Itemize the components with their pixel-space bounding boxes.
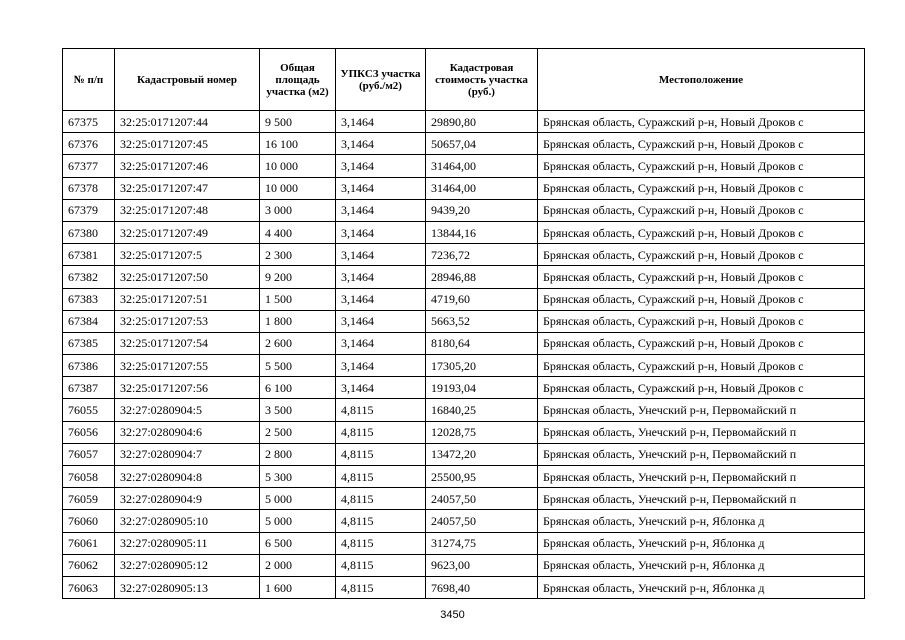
cell-location: Брянская область, Суражский р-н, Новый Дроков с <box>538 355 865 377</box>
cell-row-number: 67378 <box>63 177 115 199</box>
table-row <box>63 244 865 266</box>
table-row <box>63 576 865 598</box>
header-upksz: УПКСЗ участка (руб./м2) <box>336 49 426 111</box>
table-row <box>63 199 865 221</box>
cell-location: Брянская область, Суражский р-н, Новый Дроков с <box>538 155 865 177</box>
cell-location: Брянская область, Суражский р-н, Новый Дроков с <box>538 199 865 221</box>
cell-row-number: 76063 <box>63 576 115 598</box>
cell-row-number: 67377 <box>63 155 115 177</box>
cell-row-number: 67385 <box>63 332 115 354</box>
cell-location: Брянская область, Унечский р-н, Яблонка д <box>538 532 865 554</box>
cell-upksz: 4,8115 <box>336 443 426 465</box>
cell-cadastral-value: 31464,00 <box>426 155 538 177</box>
cell-location: Брянская область, Суражский р-н, Новый Дроков с <box>538 332 865 354</box>
cell-row-number: 76056 <box>63 421 115 443</box>
cell-cadastral-number: 32:25:0171207:45 <box>115 133 260 155</box>
cell-area: 5 000 <box>260 488 336 510</box>
cell-row-number: 67384 <box>63 310 115 332</box>
cell-upksz: 3,1464 <box>336 288 426 310</box>
cell-cadastral-number: 32:25:0171207:54 <box>115 332 260 354</box>
cell-upksz: 3,1464 <box>336 310 426 332</box>
cell-cadastral-number: 32:27:0280905:12 <box>115 554 260 576</box>
header-row-number: № п/п <box>63 49 115 111</box>
cell-cadastral-value: 50657,04 <box>426 133 538 155</box>
cell-cadastral-value: 25500,95 <box>426 466 538 488</box>
cell-area: 16 100 <box>260 133 336 155</box>
cell-cadastral-number: 32:25:0171207:53 <box>115 310 260 332</box>
cell-row-number: 76059 <box>63 488 115 510</box>
cell-cadastral-value: 8180,64 <box>426 332 538 354</box>
cell-row-number: 67380 <box>63 221 115 243</box>
cell-location: Брянская область, Суражский р-н, Новый Дроков с <box>538 177 865 199</box>
cell-cadastral-number: 32:25:0171207:44 <box>115 111 260 133</box>
cell-location: Брянская область, Суражский р-н, Новый Дроков с <box>538 133 865 155</box>
cell-row-number: 67382 <box>63 266 115 288</box>
cell-cadastral-number: 32:27:0280904:9 <box>115 488 260 510</box>
cell-area: 10 000 <box>260 177 336 199</box>
cell-upksz: 3,1464 <box>336 199 426 221</box>
cell-area: 2 300 <box>260 244 336 266</box>
cell-row-number: 76062 <box>63 554 115 576</box>
table-row <box>63 332 865 354</box>
cell-cadastral-number: 32:25:0171207:50 <box>115 266 260 288</box>
cadastre-table <box>62 48 865 599</box>
cell-cadastral-value: 24057,50 <box>426 488 538 510</box>
cell-upksz: 4,8115 <box>336 510 426 532</box>
cell-cadastral-number: 32:25:0171207:5 <box>115 244 260 266</box>
header-row <box>63 49 865 111</box>
cell-area: 9 200 <box>260 266 336 288</box>
cell-cadastral-number: 32:25:0171207:46 <box>115 155 260 177</box>
cell-cadastral-value: 7236,72 <box>426 244 538 266</box>
cell-cadastral-number: 32:25:0171207:56 <box>115 377 260 399</box>
cell-row-number: 67386 <box>63 355 115 377</box>
table-row <box>63 399 865 421</box>
page-number: 3450 <box>440 609 465 621</box>
table-row <box>63 111 865 133</box>
cell-location: Брянская область, Унечский р-н, Первомайский п <box>538 466 865 488</box>
cell-area: 2 600 <box>260 332 336 354</box>
table-row <box>63 421 865 443</box>
cell-location: Брянская область, Унечский р-н, Яблонка д <box>538 510 865 532</box>
cell-cadastral-value: 16840,25 <box>426 399 538 421</box>
cell-cadastral-number: 32:25:0171207:48 <box>115 199 260 221</box>
cell-upksz: 3,1464 <box>336 244 426 266</box>
table-row <box>63 221 865 243</box>
cell-cadastral-value: 12028,75 <box>426 421 538 443</box>
cell-cadastral-number: 32:25:0171207:55 <box>115 355 260 377</box>
header-location: Местоположение <box>538 49 865 111</box>
cell-upksz: 3,1464 <box>336 155 426 177</box>
cell-cadastral-number: 32:25:0171207:49 <box>115 221 260 243</box>
cell-area: 9 500 <box>260 111 336 133</box>
cell-area: 5 300 <box>260 466 336 488</box>
cell-area: 10 000 <box>260 155 336 177</box>
table-row <box>63 133 865 155</box>
table-body <box>63 111 865 599</box>
cell-cadastral-number: 32:25:0171207:51 <box>115 288 260 310</box>
cell-area: 3 000 <box>260 199 336 221</box>
cell-row-number: 67381 <box>63 244 115 266</box>
cell-row-number: 67379 <box>63 199 115 221</box>
cell-upksz: 4,8115 <box>336 576 426 598</box>
cell-area: 5 000 <box>260 510 336 532</box>
cell-upksz: 3,1464 <box>336 133 426 155</box>
cell-cadastral-value: 31464,00 <box>426 177 538 199</box>
cell-cadastral-value: 31274,75 <box>426 532 538 554</box>
cell-row-number: 76061 <box>63 532 115 554</box>
header-cadastral-value: Кадастровая стоимость участка (руб.) <box>426 49 538 111</box>
cell-area: 6 500 <box>260 532 336 554</box>
cell-upksz: 4,8115 <box>336 399 426 421</box>
table-row <box>63 355 865 377</box>
cell-location: Брянская область, Суражский р-н, Новый Дроков с <box>538 244 865 266</box>
cell-row-number: 67387 <box>63 377 115 399</box>
table-row <box>63 466 865 488</box>
cell-area: 4 400 <box>260 221 336 243</box>
table-row <box>63 310 865 332</box>
cell-area: 5 500 <box>260 355 336 377</box>
cell-area: 1 600 <box>260 576 336 598</box>
cell-cadastral-value: 13472,20 <box>426 443 538 465</box>
cell-upksz: 4,8115 <box>336 466 426 488</box>
cell-cadastral-value: 13844,16 <box>426 221 538 243</box>
table-row <box>63 266 865 288</box>
cell-upksz: 4,8115 <box>336 554 426 576</box>
table-row <box>63 510 865 532</box>
header-area: Общая площадь участка (м2) <box>260 49 336 111</box>
table-row <box>63 443 865 465</box>
cell-cadastral-number: 32:27:0280904:6 <box>115 421 260 443</box>
cell-area: 2 800 <box>260 443 336 465</box>
cell-area: 3 500 <box>260 399 336 421</box>
cell-location: Брянская область, Унечский р-н, Яблонка д <box>538 576 865 598</box>
cell-location: Брянская область, Суражский р-н, Новый Дроков с <box>538 266 865 288</box>
cell-cadastral-value: 28946,88 <box>426 266 538 288</box>
cell-row-number: 76060 <box>63 510 115 532</box>
cell-location: Брянская область, Унечский р-н, Первомайский п <box>538 488 865 510</box>
cell-location: Брянская область, Унечский р-н, Первомайский п <box>538 399 865 421</box>
cell-upksz: 4,8115 <box>336 532 426 554</box>
cell-location: Брянская область, Унечский р-н, Первомайский п <box>538 421 865 443</box>
cell-cadastral-value: 24057,50 <box>426 510 538 532</box>
cell-upksz: 4,8115 <box>336 488 426 510</box>
cell-location: Брянская область, Унечский р-н, Первомайский п <box>538 443 865 465</box>
cell-upksz: 4,8115 <box>336 421 426 443</box>
cell-upksz: 3,1464 <box>336 266 426 288</box>
table-row <box>63 532 865 554</box>
cell-cadastral-value: 9439,20 <box>426 199 538 221</box>
cell-area: 1 500 <box>260 288 336 310</box>
cell-cadastral-value: 29890,80 <box>426 111 538 133</box>
cell-location: Брянская область, Суражский р-н, Новый Дроков с <box>538 377 865 399</box>
cell-area: 2 500 <box>260 421 336 443</box>
cell-upksz: 3,1464 <box>336 221 426 243</box>
cell-cadastral-value: 9623,00 <box>426 554 538 576</box>
cell-area: 6 100 <box>260 377 336 399</box>
cell-cadastral-value: 5663,52 <box>426 310 538 332</box>
cell-cadastral-value: 19193,04 <box>426 377 538 399</box>
cell-upksz: 3,1464 <box>336 111 426 133</box>
table-row <box>63 488 865 510</box>
cell-cadastral-value: 4719,60 <box>426 288 538 310</box>
cell-upksz: 3,1464 <box>336 177 426 199</box>
cell-cadastral-number: 32:27:0280905:13 <box>115 576 260 598</box>
cell-row-number: 76057 <box>63 443 115 465</box>
cell-location: Брянская область, Суражский р-н, Новый Дроков с <box>538 111 865 133</box>
cell-location: Брянская область, Суражский р-н, Новый Дроков с <box>538 221 865 243</box>
cell-cadastral-number: 32:27:0280904:5 <box>115 399 260 421</box>
cell-row-number: 67375 <box>63 111 115 133</box>
table-row <box>63 554 865 576</box>
cell-cadastral-value: 7698,40 <box>426 576 538 598</box>
cell-location: Брянская область, Суражский р-н, Новый Дроков с <box>538 288 865 310</box>
cell-cadastral-number: 32:27:0280904:8 <box>115 466 260 488</box>
cell-area: 2 000 <box>260 554 336 576</box>
cell-upksz: 3,1464 <box>336 377 426 399</box>
cell-upksz: 3,1464 <box>336 355 426 377</box>
cell-cadastral-number: 32:27:0280905:11 <box>115 532 260 554</box>
cell-location: Брянская область, Унечский р-н, Яблонка д <box>538 554 865 576</box>
cell-cadastral-value: 17305,20 <box>426 355 538 377</box>
table-row <box>63 155 865 177</box>
table-row <box>63 288 865 310</box>
cell-row-number: 67383 <box>63 288 115 310</box>
cell-cadastral-number: 32:27:0280904:7 <box>115 443 260 465</box>
cell-area: 1 800 <box>260 310 336 332</box>
cell-row-number: 76058 <box>63 466 115 488</box>
cell-cadastral-number: 32:27:0280905:10 <box>115 510 260 532</box>
table-row <box>63 377 865 399</box>
cell-upksz: 3,1464 <box>336 332 426 354</box>
header-cadastral-number: Кадастровый номер <box>115 49 260 111</box>
cell-row-number: 67376 <box>63 133 115 155</box>
cell-location: Брянская область, Суражский р-н, Новый Дроков с <box>538 310 865 332</box>
cell-cadastral-number: 32:25:0171207:47 <box>115 177 260 199</box>
table-row <box>63 177 865 199</box>
cell-row-number: 76055 <box>63 399 115 421</box>
